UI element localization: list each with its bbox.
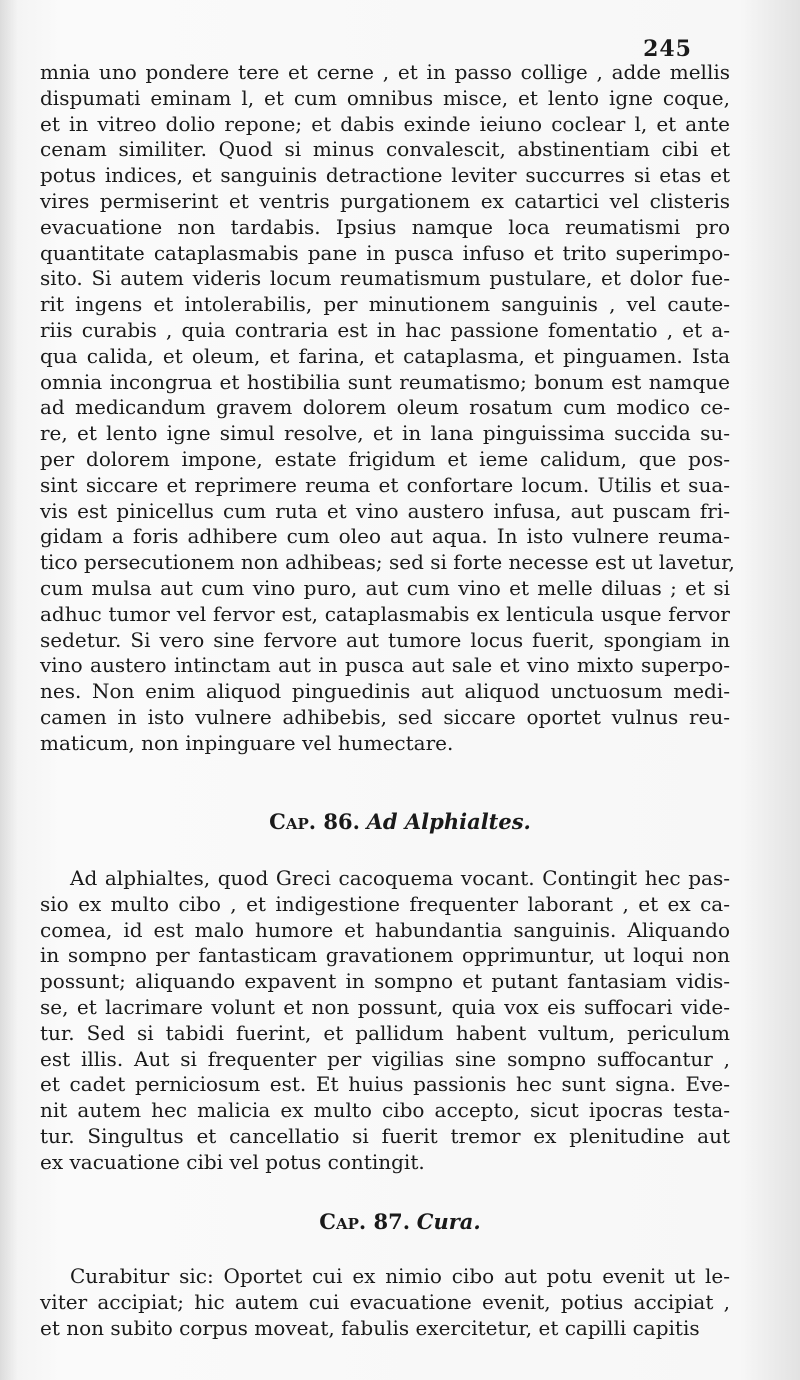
text-line: gidam a foris adhibere cum oleo aut aqua. In isto vulnere reuma- — [40, 524, 730, 549]
chapter-86-number: Cap. 86. — [269, 809, 360, 834]
text-line: vires permiserint et ventris purgationem ex catartici vel clisteris — [40, 188, 730, 213]
text-line: rit ingens et intolerabilis, per minutionem sanguinis , vel caute- — [40, 292, 730, 317]
text-line: camen in isto vulnere adhibebis, sed siccare oportet vulnus reu- — [40, 704, 730, 729]
chapter-86-heading — [0, 808, 800, 836]
text-line: riis curabis , quia contraria est in hac passione fomentatio , et a- — [40, 317, 730, 342]
text-line: in sompno per fantasticam gravationem opprimuntur, ut loqui non — [40, 943, 730, 968]
text-line: evacuatione non tardabis. Ipsius namque loca reumatismi pro — [40, 214, 730, 239]
text-line: et cadet perniciosum est. Et huius passionis hec sunt signa. Eve- — [40, 1072, 730, 1097]
paragraph-cura — [40, 1264, 730, 1341]
text-line: mnia uno pondere tere et cerne , et in passo collige , adde mellis — [40, 60, 730, 84]
text-line: viter accipiat; hic autem cui evacuatione evenit, potius accipiat , — [40, 1289, 730, 1314]
text-line: Ad alphialtes, quod Greci cacoquema vocant. Contingit hec pas- — [70, 866, 730, 890]
text-line: sito. Si autem videris locum reumatismum pustulare, et dolor fue- — [40, 266, 730, 291]
text-line: potus indices, et sanguinis detractione leviter succurres si etas et — [40, 163, 730, 188]
chapter-87-title: Cura. — [416, 1209, 481, 1234]
text-line: sedetur. Si vero sine fervore aut tumore locus fuerit, spongiam in — [40, 627, 730, 652]
text-line: tur. Sed si tabidi fuerint, et pallidum habent vultum, periculum — [40, 1020, 730, 1045]
chapter-87-number: Cap. 87. — [319, 1209, 411, 1234]
text-line: sio ex multo cibo , et indigestione frequenter laborant , et ex ca- — [40, 891, 730, 916]
text-line: nit autem hec malicia ex multo cibo accepto, sicut ipocras testa- — [40, 1098, 730, 1123]
chapter-87-heading — [0, 1208, 800, 1236]
text-line: tico persecutionem non adhibeas; sed si forte necesse est ut lavetur, — [40, 550, 735, 575]
text-line: est illis. Aut si frequenter per vigilias sine sompno suffocantur , — [40, 1046, 730, 1071]
text-line: re, et lento igne simul resolve, et in lana pinguissima succida su- — [40, 421, 730, 446]
text-line: vis est pinicellus cum ruta et vino austero infusa, aut puscam fri- — [40, 498, 730, 523]
text-line: per dolorem impone, estate frigidum et ieme calidum, que pos- — [40, 446, 730, 471]
text-line: dispumati eminam l, et cum omnibus misce, et lento igne coque, — [40, 85, 730, 110]
text-line: quantitate cataplasmabis pane in pusca infuso et trito superimpo- — [40, 240, 730, 265]
text-line: Curabitur sic: Oportet cui ex nimio cibo aut potu evenit ut le- — [70, 1264, 730, 1288]
text-line: et in vitreo dolio repone; et dabis exinde ieiuno coclear l, et ante — [40, 111, 730, 136]
text-line: vino austero intinctam aut in pusca aut sale et vino mixto superpo- — [40, 653, 730, 678]
text-line: se, et lacrimare volunt et non possunt, quia vox eis suffocari vide- — [40, 994, 730, 1019]
text-line: possunt; aliquando expavent in sompno et putant fantasiam vidis- — [40, 969, 730, 994]
paragraph-alphialtes — [40, 866, 730, 1176]
text-line: ad medicandum gravem dolorem oleum rosatum cum modico ce- — [40, 395, 730, 420]
chapter-86-title: Ad Alphialtes. — [366, 809, 531, 834]
text-line: sint siccare et reprimere reuma et confortare locum. Utilis et sua- — [40, 472, 730, 497]
text-line: maticum, non inpinguare vel humectare. — [40, 730, 454, 755]
text-line: cum mulsa aut cum vino puro, aut cum vino et melle diluas ; et si — [40, 575, 730, 600]
text-line: comea, id est malo humore et habundantia sanguinis. Aliquando — [40, 917, 730, 942]
text-line: qua calida, et oleum, et farina, et cataplasma, et pinguamen. Ista — [40, 343, 730, 368]
text-line: et non subito corpus moveat, fabulis exercitetur, et capilli capitis — [40, 1315, 700, 1340]
text-line: nes. Non enim aliquod pinguedinis aut aliquod unctuosum medi- — [40, 679, 730, 704]
text-line: omnia incongrua et hostibilia sunt reumatismo; bonum est namque — [40, 369, 730, 394]
page-number: 245 — [643, 36, 692, 62]
paragraph-reumatismus — [40, 60, 735, 757]
text-line: cenam similiter. Quod si minus convalescit, abstinentiam cibi et — [40, 137, 730, 162]
text-line: adhuc tumor vel fervor est, cataplasmabis ex lenticula usque fervor — [40, 601, 730, 626]
text-line: tur. Singultus et cancellatio si fuerit tremor ex plenitudine aut — [40, 1123, 730, 1148]
text-line: ex vacuatione cibi vel potus contingit. — [40, 1149, 425, 1174]
